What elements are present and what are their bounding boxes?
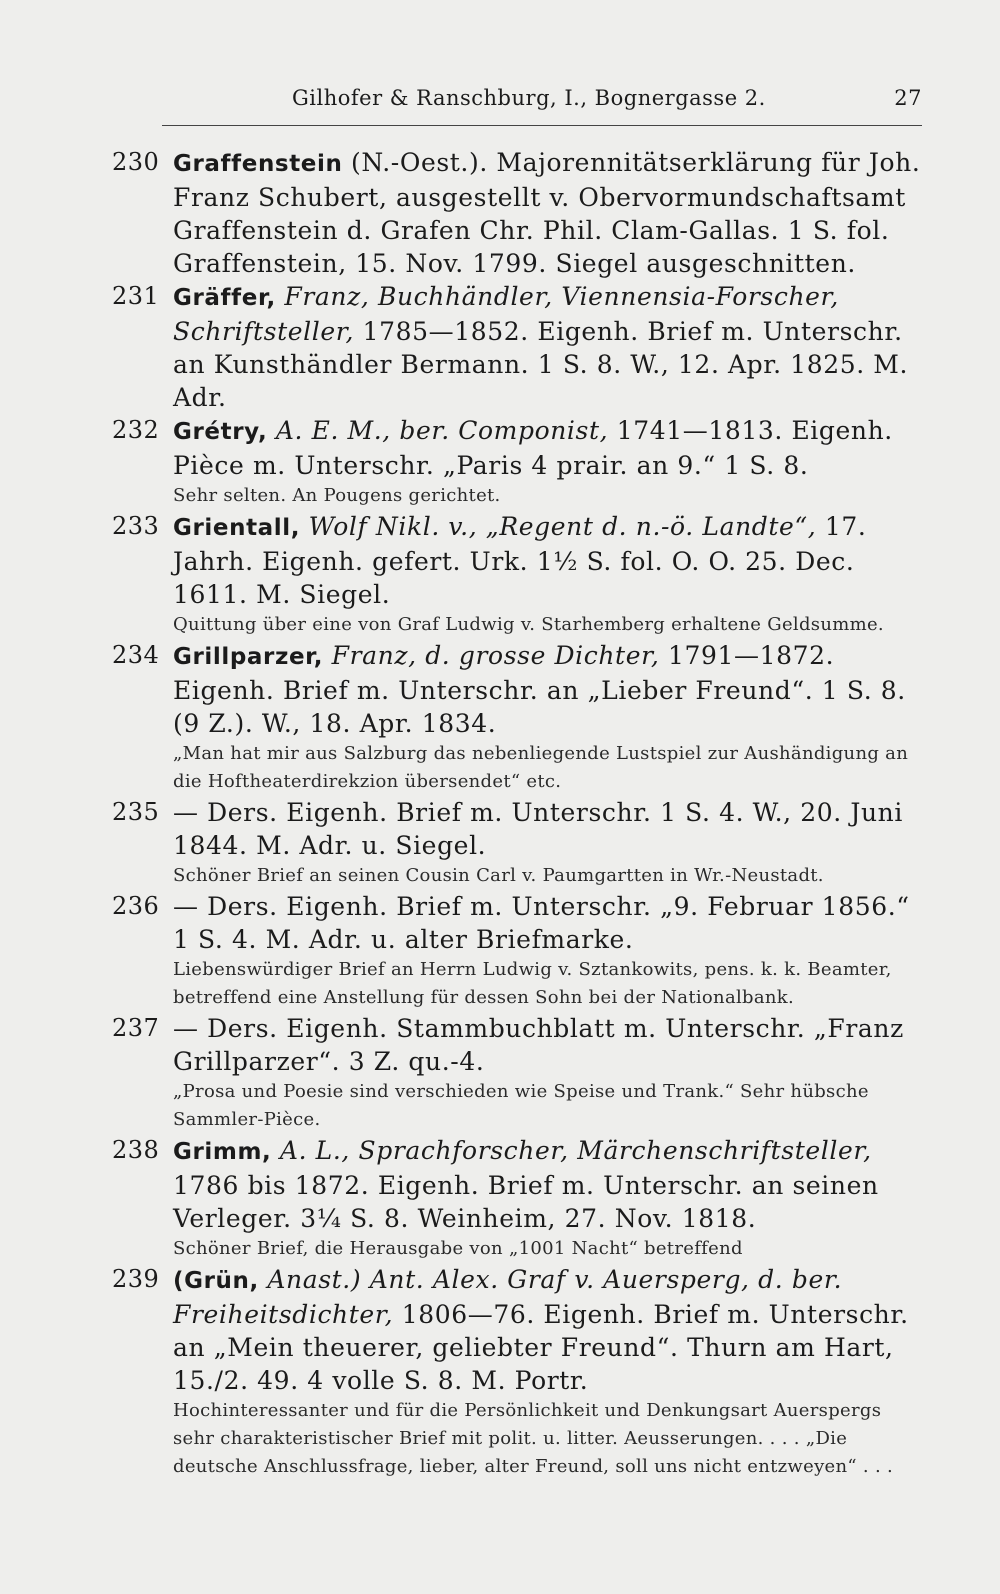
catalog-entry xyxy=(0,890,1000,1012)
running-title: Gilhofer & Ranschburg, I., Bognergasse 2. xyxy=(292,86,766,110)
entry-number: 236 xyxy=(112,892,160,920)
entry-number: 234 xyxy=(112,641,160,669)
entry-details: — Ders. Eigenh. Stammbuchblatt m. Unterschr. „Franz Grillparzer“. 3 Z. qu.-4. xyxy=(173,1014,904,1076)
entry-note: „Prosa und Poesie sind verschieden wie Speise und Trank.“ Sehr hübsche Sammler-Pièce. xyxy=(173,1081,869,1130)
entry-text xyxy=(173,890,925,956)
catalog-entry xyxy=(0,414,1000,510)
entry-text xyxy=(173,639,925,740)
entry-name: Grillparzer, xyxy=(173,644,324,670)
entry-note: Schöner Brief, die Herausgabe von „1001 Nacht“ betreffend xyxy=(173,1238,743,1259)
catalog-entry xyxy=(0,146,1000,280)
entry-details: 1806—76. Eigenh. Brief m. Unterschr. an „Mein theuerer, geliebter Freund“. Thurn am Hart, 15./2. 49. 4 volle S. 8. M. Portr. xyxy=(173,1300,909,1395)
catalog-entry xyxy=(0,280,1000,414)
entry-description: Franz, d. grosse Dichter, xyxy=(323,641,660,670)
entry-name: Gräffer, xyxy=(173,285,276,311)
entry-number: 230 xyxy=(112,148,160,176)
entry-details: 1791—1872. Eigenh. Brief m. Unterschr. an „Lieber Freund“. 1 S. 8. (9 Z.). W., 18. Apr. 1834. xyxy=(173,641,906,738)
entry-details: — Ders. Eigenh. Brief m. Unterschr. „9. Februar 1856.“ 1 S. 4. M. Adr. u. alter Briefmarke. xyxy=(173,892,910,954)
entry-description: Wolf Nikl. v., „Regent d. n.-ö. Landte“, xyxy=(300,512,817,541)
page-number: 27 xyxy=(894,86,922,110)
entry-list xyxy=(0,146,1000,1481)
entry-text xyxy=(173,280,925,414)
catalog-entry xyxy=(0,1134,1000,1263)
entry-text xyxy=(173,796,925,862)
entry-text xyxy=(173,414,925,482)
entry-text xyxy=(173,146,925,280)
entry-text xyxy=(173,510,925,611)
entry-number: 239 xyxy=(112,1265,160,1293)
entry-details: 1741—1813. Eigenh. Pièce m. Unterschr. „Paris 4 prair. an 9.“ 1 S. 8. xyxy=(173,416,893,480)
entry-description: Franz, Buchhändler, Viennensia-Forscher, Schriftsteller, xyxy=(173,282,839,346)
entry-number: 238 xyxy=(112,1136,160,1164)
entry-number: 235 xyxy=(112,798,160,826)
header-rule xyxy=(162,125,922,126)
entry-name: Grétry, xyxy=(173,419,268,445)
entry-name: Grientall, xyxy=(173,515,301,541)
entry-note: Schöner Brief an seinen Cousin Carl v. Paumgartten in Wr.-Neustadt. xyxy=(173,865,824,886)
entry-note: Sehr selten. An Pougens gerichtet. xyxy=(173,485,501,506)
entry-details: 1786 bis 1872. Eigenh. Brief m. Unterschr. an seinen Verleger. 3¼ S. 8. Weinheim, 27. Nov. 1818. xyxy=(173,1171,879,1233)
catalog-entry xyxy=(0,639,1000,796)
entry-number: 231 xyxy=(112,282,160,310)
entry-description: A. L., Sprachforscher, Märchenschriftsteller, xyxy=(271,1136,872,1165)
entry-note: Quittung über eine von Graf Ludwig v. Starhemberg erhaltene Geldsumme. xyxy=(173,614,884,635)
entry-description: A. E. M., ber. Componist, xyxy=(267,416,609,445)
entry-note: Liebenswürdiger Brief an Herrn Ludwig v. Sztankowits, pens. k. k. Beamter, betreffend eine Anstellung für dessen Sohn bei der Nationalbank. xyxy=(173,959,892,1008)
entry-text xyxy=(173,1134,925,1235)
entry-name: Grimm, xyxy=(173,1139,272,1165)
entry-details: 17. Jahrh. Eigenh. gefert. Urk. 1½ S. fol. O. O. 25. Dec. 1611. M. Siegel. xyxy=(173,512,867,609)
entry-description: Anast.) Ant. Alex. Graf v. Auersperg, d. ber. Freiheitsdichter, xyxy=(173,1265,843,1329)
entry-name: Graffenstein xyxy=(173,151,343,177)
entry-text xyxy=(173,1263,925,1397)
catalog-entry xyxy=(0,1263,1000,1481)
entry-details: (N.-Oest.). Majorennitätserklärung für Joh. Franz Schubert, ausgestellt v. Obervormundschaftsamt Graffenstein d. Grafen Chr. Phil. Clam-Gallas. 1 S. fol. Graffenstein, 15. Nov. 1799. Siegel ausgeschnitten. xyxy=(173,148,921,278)
page-header xyxy=(162,86,922,110)
entry-number: 233 xyxy=(112,512,160,540)
entry-note: Hochinteressanter und für die Persönlichkeit und Denkungsart Auerspergs sehr charakteristischer Brief mit polit. u. litter. Aeusserungen. . . . „Die deutsche Anschlussfrage, lieber, alter Freund, soll uns nicht entzweyen“ . . . xyxy=(173,1400,894,1477)
entry-details: — Ders. Eigenh. Brief m. Unterschr. 1 S. 4. W., 20. Juni 1844. M. Adr. u. Siegel. xyxy=(173,798,903,860)
catalog-entry xyxy=(0,510,1000,639)
catalog-entry xyxy=(0,796,1000,890)
entry-text xyxy=(173,1012,925,1078)
entry-number: 232 xyxy=(112,416,160,444)
catalog-entry xyxy=(0,1012,1000,1134)
entry-details: 1785—1852. Eigenh. Brief m. Unterschr. an Kunsthändler Bermann. 1 S. 8. W., 12. Apr. 1825. M. Adr. xyxy=(173,317,909,412)
entry-note: „Man hat mir aus Salzburg das nebenliegende Lustspiel zur Aushändigung an die Hoftheaterdirekzion übersendet“ etc. xyxy=(173,743,909,792)
entry-name: (Grün, xyxy=(173,1268,259,1294)
entry-number: 237 xyxy=(112,1014,160,1042)
